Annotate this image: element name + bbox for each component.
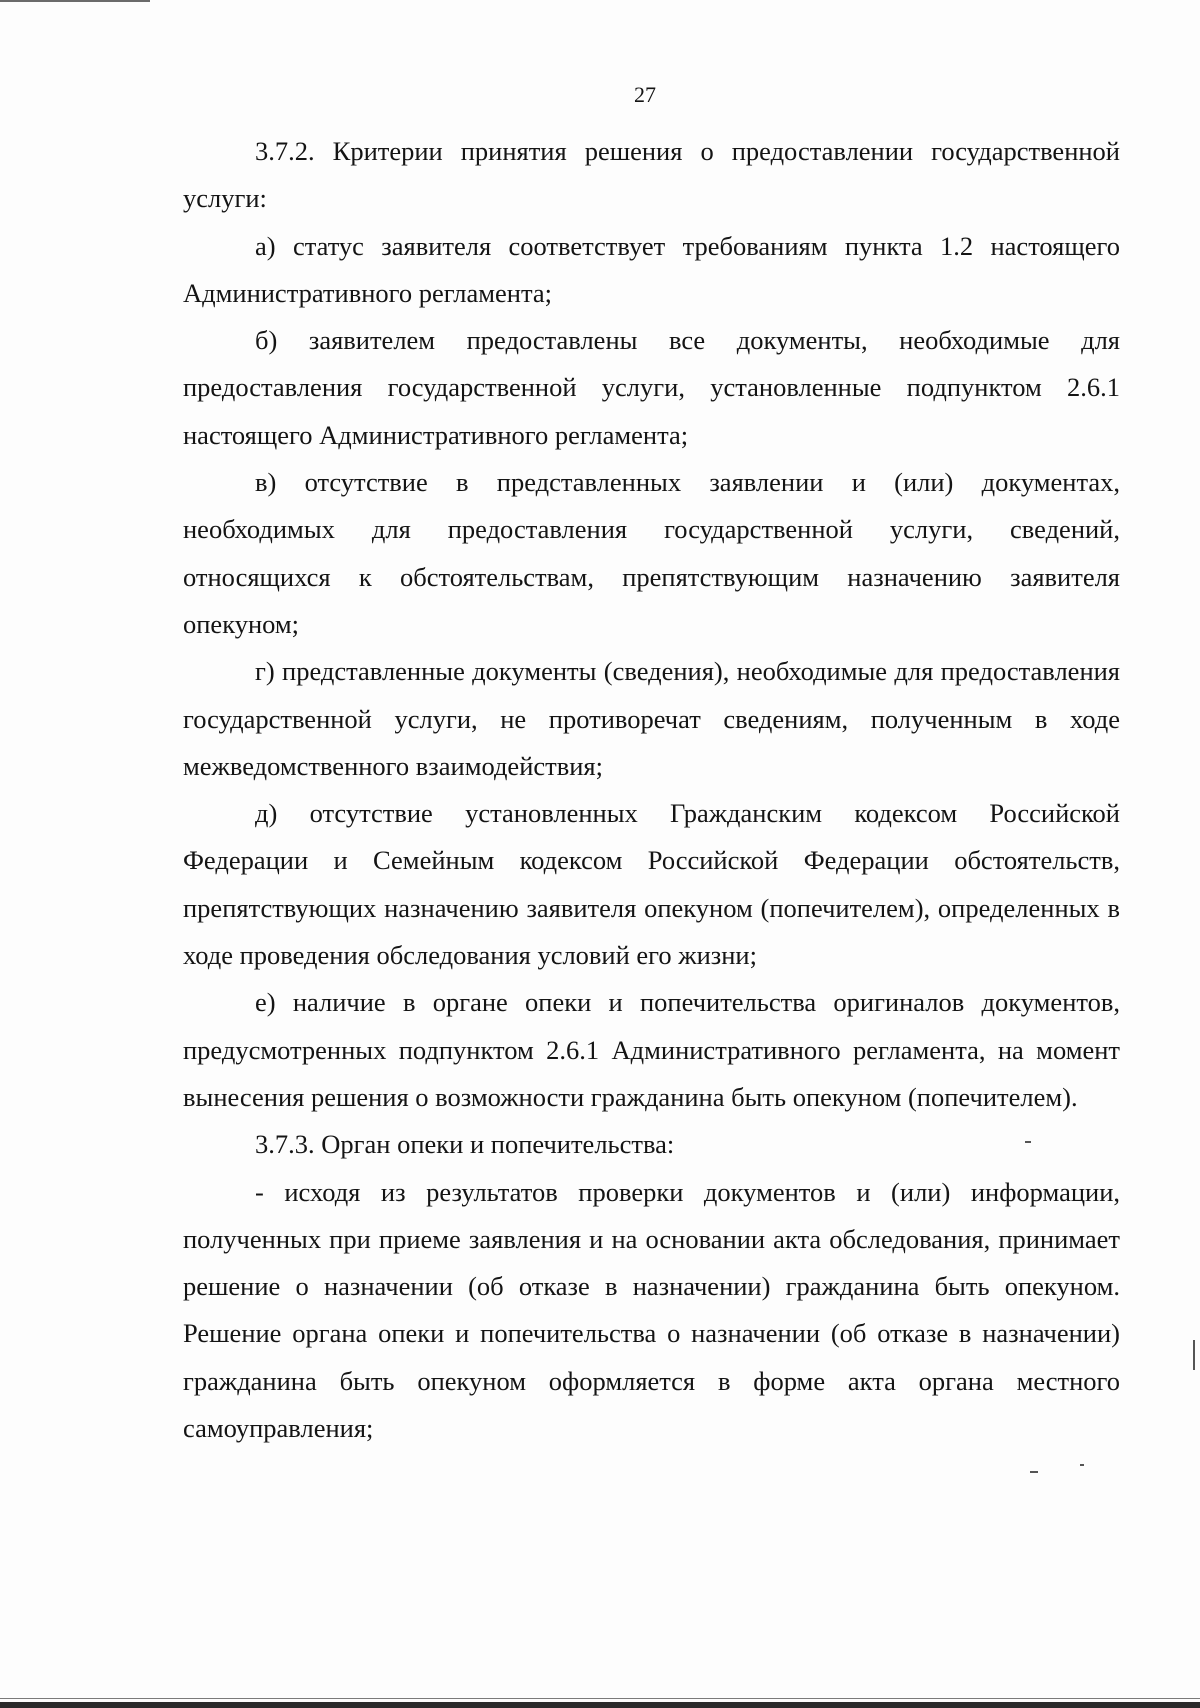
paragraph-decision: - исходя из результатов проверки документов и (или) информации, полученных при приеме заявления и на основании акта обследования, принимает решение о назначении (об отказе в назначении) гражданина быть опекуном. Решение органа опеки и попечительства о назначении (об отказе в назначении) гражданина быть опекуном оформляется в форме акта органа местного самоуправления; [183, 1176, 1120, 1444]
scan-speck [1030, 1471, 1038, 1473]
scan-speck [1080, 1464, 1084, 1466]
scan-mark [1193, 1340, 1195, 1370]
paragraph-item-b: б) заявителем предоставлены все документы, необходимые для предоставления государственной услуги, установленные подпунктом 2.6.1 настоящего Административного регламента; [183, 325, 1120, 450]
document-body [183, 128, 1120, 1452]
paragraph-item-g: г) представленные документы (сведения), необходимые для предоставления государственной услуги, не противоречат сведениям, полученным в ходе межведомственного взаимодействия; [183, 656, 1120, 781]
paragraph-item-a: а) статус заявителя соответствует требованиям пункта 1.2 настоящего Административного регламента; [183, 230, 1120, 308]
paragraph-3-7-3: 3.7.3. Орган опеки и попечительства: [255, 1129, 675, 1160]
scan-edge-top [0, 0, 150, 2]
paragraph-item-e: е) наличие в органе опеки и попечительства оригиналов документов, предусмотренных подпунктом 2.6.1 Административного регламента, на момент вынесения решения о возможности гражданина быть опекуном (попечителем). [183, 987, 1120, 1112]
paragraph-item-d: д) отсутствие установленных Гражданским кодексом Российской Федерации и Семейным кодексом Российской Федерации обстоятельств, препятствующих назначению заявителя опекуном (попечителем), определенных в ходе проведения обследования условий его жизни; [183, 798, 1120, 971]
page-number: 27 [634, 82, 656, 107]
paragraph-3-7-2: 3.7.2. Критерии принятия решения о предоставлении государственной услуги: [183, 136, 1120, 214]
scan-edge-bottom-line [0, 1698, 1200, 1699]
paragraph-item-v: в) отсутствие в представленных заявлении и (или) документах, необходимых для предоставления государственной услуги, сведений, относящихся к обстоятельствам, препятствующим назначению заявителя опекуном; [183, 467, 1120, 639]
scan-edge-bottom [0, 1702, 1200, 1708]
